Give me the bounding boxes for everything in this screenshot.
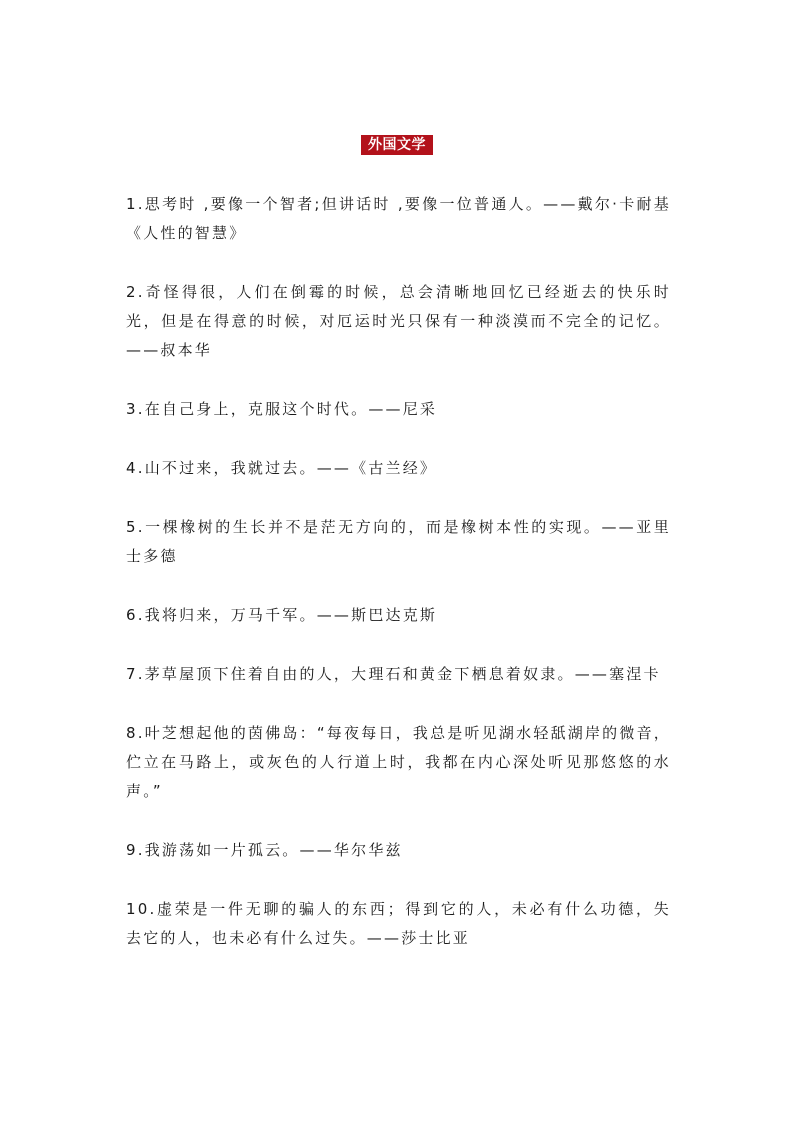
quote-item-7: 7.茅草屋顶下住着自由的人，大理石和黄金下栖息着奴隶。——塞涅卡 xyxy=(126,665,661,683)
quote-item-4: 4.山不过来，我就过去。——《古兰经》 xyxy=(126,459,438,477)
quote-item-10: 10.虚荣是一件无聊的骗人的东西；得到它的人，未必有什么功德，失去它的人，也未必有什么过失。——莎士比亚 xyxy=(126,900,671,947)
quote-item-1: 1.思考时 ,要像一个智者;但讲话时 ,要像一位普通人。——戴尔·卡耐基《人性的智慧》 xyxy=(126,195,671,242)
quote-item-8: 8.叶芝想起他的茵佛岛：“每夜每日，我总是听见湖水轻舐湖岸的微音，伫立在马路上，或灰色的人行道上时，我都在内心深处听见那悠悠的水声。” xyxy=(126,724,671,800)
quote-item-5: 5.一棵橡树的生长并不是茫无方向的，而是橡树本性的实现。——亚里士多德 xyxy=(126,518,671,565)
title-wrap xyxy=(0,134,794,155)
section-title: 外国文学 xyxy=(361,135,433,155)
quote-item-2: 2.奇怪得很，人们在倒霉的时候，总会清晰地回忆已经逝去的快乐时光，但是在得意的时候，对厄运时光只保有一种淡漠而不完全的记忆。——叔本华 xyxy=(126,283,671,359)
quote-item-3: 3.在自己身上，克服这个时代。——尼采 xyxy=(126,400,438,418)
quote-list xyxy=(126,190,671,983)
quote-item-6: 6.我将归来，万马千军。——斯巴达克斯 xyxy=(126,606,438,624)
quote-item-9: 9.我游荡如一片孤云。——华尔华兹 xyxy=(126,841,403,859)
